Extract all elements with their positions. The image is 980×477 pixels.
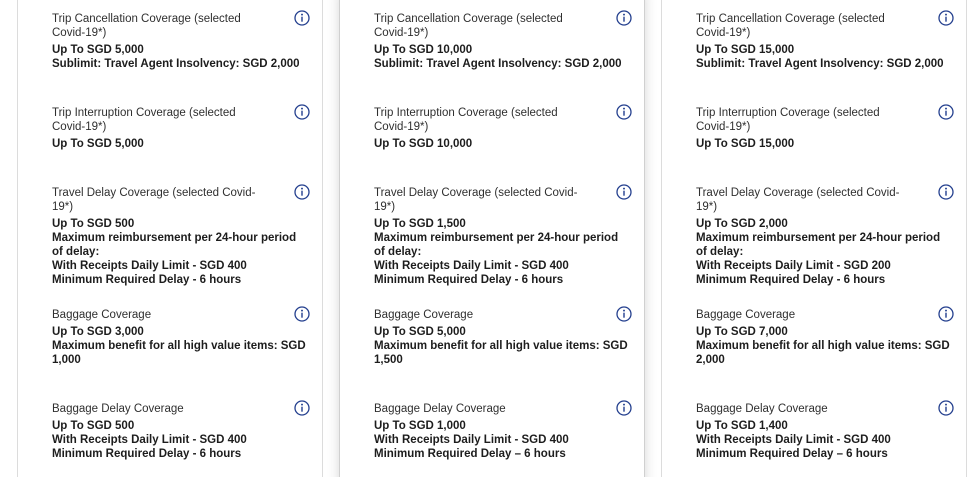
detail-line: Minimum Required Delay - 6 hours <box>696 274 886 286</box>
detail-line: Minimum Required Delay - 6 hours <box>52 274 242 286</box>
detail-line: Minimum Required Delay - 6 hours <box>52 448 242 460</box>
benefit-details <box>696 137 954 151</box>
detail-line: Minimum Required Delay – 6 hours <box>374 448 566 460</box>
detail-line: Up To SGD 5,000 <box>374 326 466 338</box>
detail-line: Up To SGD 1,000 <box>374 420 466 432</box>
detail-line: With Receipts Daily Limit - SGD 200 <box>696 260 891 272</box>
info-icon[interactable] <box>294 306 310 322</box>
detail-line: With Receipts Daily Limit - SGD 400 <box>374 260 569 272</box>
info-icon[interactable] <box>938 104 954 120</box>
info-icon[interactable] <box>294 104 310 120</box>
benefit-title: Travel Delay Coverage (selected Covid-19*) <box>696 187 900 213</box>
benefit-baggage-delay <box>52 402 310 461</box>
detail-line: With Receipts Daily Limit - SGD 400 <box>52 434 247 446</box>
info-icon[interactable] <box>616 400 632 416</box>
benefit-trip-interruption <box>696 106 954 151</box>
benefit-title: Trip Cancellation Coverage (selected Covid-19*) <box>52 13 241 39</box>
detail-line: Sublimit: Travel Agent Insolvency: SGD 2,000 <box>374 58 622 70</box>
detail-line: Up To SGD 10,000 <box>374 138 473 150</box>
info-icon[interactable] <box>938 184 954 200</box>
plan-column-3 <box>661 0 967 477</box>
benefit-details <box>374 137 632 151</box>
detail-line: Up To SGD 5,000 <box>52 44 144 56</box>
benefit-trip-cancellation <box>52 12 310 71</box>
info-icon[interactable] <box>938 10 954 26</box>
info-icon[interactable] <box>616 104 632 120</box>
benefit-details <box>374 43 632 71</box>
detail-line: Up To SGD 500 <box>52 420 135 432</box>
info-icon[interactable] <box>938 400 954 416</box>
benefit-details <box>696 419 954 461</box>
detail-line: Minimum Required Delay - 6 hours <box>374 274 564 286</box>
benefit-details <box>374 217 632 287</box>
benefit-travel-delay <box>52 186 310 287</box>
benefit-travel-delay <box>696 186 954 287</box>
benefit-baggage <box>52 308 310 367</box>
info-icon[interactable] <box>294 10 310 26</box>
detail-line: With Receipts Daily Limit - SGD 400 <box>696 434 891 446</box>
info-icon[interactable] <box>616 184 632 200</box>
detail-line: With Receipts Daily Limit - SGD 400 <box>374 434 569 446</box>
benefit-baggage <box>696 308 954 367</box>
detail-line: Up To SGD 15,000 <box>696 138 795 150</box>
detail-line: Up To SGD 3,000 <box>52 326 144 338</box>
info-icon[interactable] <box>616 10 632 26</box>
benefit-details <box>52 325 310 367</box>
plan-column-1 <box>17 0 323 477</box>
benefit-title: Trip Interruption Coverage (selected Covid-19*) <box>696 107 880 133</box>
benefit-details <box>52 43 310 71</box>
benefit-title: Baggage Coverage <box>52 309 152 321</box>
benefit-trip-cancellation <box>374 12 632 71</box>
detail-line: With Receipts Daily Limit - SGD 400 <box>52 260 247 272</box>
benefit-title: Baggage Coverage <box>696 309 796 321</box>
detail-line: Maximum benefit for all high value items: SGD 1,000 <box>52 340 306 366</box>
detail-line: Up To SGD 500 <box>52 218 135 230</box>
benefit-details <box>52 217 310 287</box>
benefit-baggage-delay <box>374 402 632 461</box>
detail-line: Maximum reimbursement per 24-hour period of delay: <box>696 232 941 258</box>
benefit-title: Trip Cancellation Coverage (selected Covid-19*) <box>696 13 885 39</box>
benefit-details <box>696 217 954 287</box>
info-icon[interactable] <box>294 184 310 200</box>
benefit-title: Baggage Delay Coverage <box>52 403 184 415</box>
benefit-baggage-delay <box>696 402 954 461</box>
benefit-title: Baggage Delay Coverage <box>696 403 828 415</box>
detail-line: Maximum benefit for all high value items: SGD 2,000 <box>696 340 950 366</box>
benefit-title: Travel Delay Coverage (selected Covid-19*) <box>374 187 578 213</box>
benefit-details <box>52 137 310 151</box>
info-icon[interactable] <box>616 306 632 322</box>
benefit-trip-cancellation <box>696 12 954 71</box>
benefit-details <box>696 325 954 367</box>
plan-column-2 <box>339 0 645 477</box>
detail-line: Up To SGD 7,000 <box>696 326 788 338</box>
detail-line: Up To SGD 1,500 <box>374 218 466 230</box>
detail-line: Up To SGD 15,000 <box>696 44 795 56</box>
benefit-trip-interruption <box>52 106 310 151</box>
benefit-title: Baggage Coverage <box>374 309 474 321</box>
detail-line: Up To SGD 10,000 <box>374 44 473 56</box>
benefit-title: Travel Delay Coverage (selected Covid-19*) <box>52 187 256 213</box>
detail-line: Up To SGD 5,000 <box>52 138 144 150</box>
detail-line: Sublimit: Travel Agent Insolvency: SGD 2,000 <box>696 58 944 70</box>
detail-line: Maximum reimbursement per 24-hour period of delay: <box>374 232 619 258</box>
detail-line: Minimum Required Delay – 6 hours <box>696 448 888 460</box>
benefit-details <box>374 419 632 461</box>
info-icon[interactable] <box>938 306 954 322</box>
benefit-details <box>696 43 954 71</box>
benefit-details <box>374 325 632 367</box>
benefit-travel-delay <box>374 186 632 287</box>
detail-line: Up To SGD 2,000 <box>696 218 788 230</box>
benefit-title: Baggage Delay Coverage <box>374 403 506 415</box>
detail-line: Sublimit: Travel Agent Insolvency: SGD 2,000 <box>52 58 300 70</box>
benefit-baggage <box>374 308 632 367</box>
benefit-title: Trip Interruption Coverage (selected Covid-19*) <box>52 107 236 133</box>
benefit-trip-interruption <box>374 106 632 151</box>
benefit-details <box>52 419 310 461</box>
detail-line: Maximum reimbursement per 24-hour period of delay: <box>52 232 297 258</box>
benefit-title: Trip Cancellation Coverage (selected Covid-19*) <box>374 13 563 39</box>
info-icon[interactable] <box>294 400 310 416</box>
benefit-title: Trip Interruption Coverage (selected Covid-19*) <box>374 107 558 133</box>
detail-line: Maximum benefit for all high value items: SGD 1,500 <box>374 340 628 366</box>
detail-line: Up To SGD 1,400 <box>696 420 788 432</box>
